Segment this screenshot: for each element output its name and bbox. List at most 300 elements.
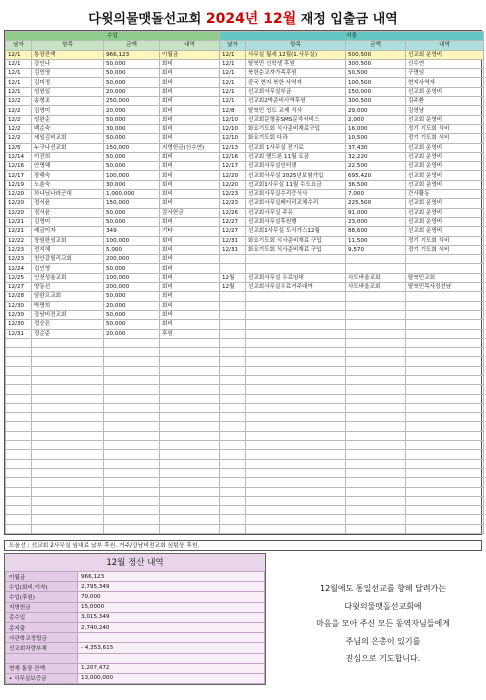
empty-cell — [160, 487, 220, 496]
empty-cell — [346, 422, 406, 431]
empty-cell — [160, 394, 220, 403]
cell-income-item: 누구나선교회 — [32, 143, 104, 152]
empty-cell — [220, 375, 246, 384]
cell-expense-item — [246, 255, 346, 264]
cell-income-note: 감사헌금 — [160, 208, 220, 217]
cell-income-date: 12/30 — [6, 301, 32, 310]
cell-income-amount: 50,000 — [104, 78, 160, 87]
empty-cell — [246, 487, 346, 496]
empty-cell — [406, 403, 484, 412]
empty-cell — [246, 403, 346, 412]
cell-income-amount: 50,000 — [104, 320, 160, 329]
cell-expense-note: 선교회 운영비 — [406, 199, 484, 208]
empty-cell — [160, 375, 220, 384]
cell-expense-note — [406, 292, 484, 301]
empty-cell — [104, 403, 160, 412]
empty-cell — [406, 468, 484, 477]
empty-cell — [346, 413, 406, 422]
empty-cell — [220, 385, 246, 394]
cell-income-note: 회비 — [160, 292, 220, 301]
empty-cell — [104, 394, 160, 403]
cell-expense-item: 탈북민 성도 교제 식사 — [246, 106, 346, 115]
empty-cell — [32, 403, 104, 412]
empty-cell — [6, 515, 32, 524]
empty-cell — [346, 487, 406, 496]
cell-income-date: 12/2 — [6, 97, 32, 106]
summary-row — [6, 602, 265, 612]
cell-expense-amount — [346, 301, 406, 310]
empty-cell — [220, 413, 246, 422]
cell-income-amount: 50,000 — [104, 69, 160, 78]
empty-cell — [32, 357, 104, 366]
empty-cell — [220, 524, 246, 533]
table-row-empty — [6, 385, 484, 394]
cell-income-amount: 30,000 — [104, 180, 160, 189]
cell-income-amount: 50,000 — [104, 152, 160, 161]
table-row — [6, 273, 484, 282]
empty-cell — [406, 487, 484, 496]
cell-expense-date: 12/10 — [220, 134, 246, 143]
summary-value — [78, 653, 265, 663]
empty-cell — [246, 357, 346, 366]
empty-cell — [346, 524, 406, 533]
cell-income-date: 12/21 — [6, 227, 32, 236]
table-row-empty — [6, 338, 484, 347]
expense-header: 지출 — [220, 32, 484, 41]
cell-income-note: 지명헌금(신수연) — [160, 143, 220, 152]
cell-income-note: 기타 — [160, 227, 220, 236]
cell-expense-note — [406, 301, 484, 310]
cell-expense-note: 선교회 운영비 — [406, 50, 484, 59]
cell-income-note: 회비 — [160, 115, 220, 124]
table-row — [6, 171, 484, 180]
cell-income-note: 회비 — [160, 171, 220, 180]
empty-cell — [6, 366, 32, 375]
empty-cell — [220, 506, 246, 515]
empty-cell — [104, 515, 160, 524]
summary-label: 선교회차량부채 — [6, 643, 78, 653]
summary-row — [6, 643, 265, 653]
cell-income-item: 김인영 — [32, 264, 104, 273]
summary-row — [6, 582, 265, 592]
message-line: 12월에도 통일선교를 향해 달려가는 — [320, 584, 446, 593]
title-period: 2024년 12월 — [205, 11, 297, 27]
empty-cell — [104, 468, 160, 477]
table-row — [6, 59, 484, 68]
cell-income-date: 12/31 — [6, 329, 32, 338]
empty-cell — [406, 422, 484, 431]
table-row — [6, 320, 484, 329]
table-row — [6, 124, 484, 133]
cell-income-note: 회비 — [160, 320, 220, 329]
empty-cell — [246, 431, 346, 440]
cell-expense-note: 선교회 운영비 — [406, 208, 484, 217]
empty-cell — [346, 468, 406, 477]
empty-cell — [220, 459, 246, 468]
cell-income-item: 전지혜 — [32, 245, 104, 254]
cell-expense-amount: 10,500 — [346, 134, 406, 143]
empty-cell — [6, 403, 32, 412]
cell-expense-amount: 300,500 — [346, 59, 406, 68]
summary-value — [78, 633, 265, 643]
message-line: 진심으로 기도합니다. — [345, 654, 421, 663]
cell-income-date: 12/30 — [6, 310, 32, 319]
empty-cell — [246, 478, 346, 487]
cell-expense-amount: 91,000 — [346, 208, 406, 217]
cell-income-date: 12/2 — [6, 124, 32, 133]
cell-income-item: 김영미 — [32, 106, 104, 115]
cell-expense-note — [406, 329, 484, 338]
empty-cell — [406, 357, 484, 366]
empty-cell — [6, 394, 32, 403]
cell-income-amount: 20,000 — [104, 106, 160, 115]
cell-income-note: 회비 — [160, 78, 220, 87]
empty-cell — [104, 441, 160, 450]
empty-cell — [6, 338, 32, 347]
empty-cell — [406, 441, 484, 450]
empty-cell — [346, 450, 406, 459]
cell-expense-item: 중국 현지 북한 사역자 — [246, 78, 346, 87]
cell-expense-amount: 695,420 — [346, 171, 406, 180]
empty-cell — [104, 375, 160, 384]
cell-expense-amount — [346, 292, 406, 301]
empty-cell — [220, 348, 246, 357]
cell-expense-item: 선교회사무실 주유 — [246, 208, 346, 217]
cell-income-note: 회비 — [160, 273, 220, 282]
cell-expense-amount: 37,430 — [346, 143, 406, 152]
empty-cell — [32, 506, 104, 515]
table-row — [6, 87, 484, 96]
empty-cell — [6, 422, 32, 431]
cell-expense-note: 선교회 운영비 — [406, 180, 484, 189]
table-row-empty — [6, 459, 484, 468]
empty-cell — [160, 524, 220, 533]
cell-income-amount: 50,000 — [104, 217, 160, 226]
empty-cell — [32, 478, 104, 487]
empty-cell — [346, 403, 406, 412]
summary-label: 수입(후원) — [6, 592, 78, 602]
table-row-empty — [6, 431, 484, 440]
cell-expense-note: 선교회 운영비 — [406, 87, 484, 96]
summary-label: • 사무실보증금 — [6, 673, 78, 683]
cell-income-amount: 200,000 — [104, 283, 160, 292]
empty-cell — [406, 478, 484, 487]
cell-expense-note: 탈북민교회 — [406, 273, 484, 282]
empty-cell — [6, 413, 32, 422]
empty-cell — [6, 478, 32, 487]
table-row — [6, 152, 484, 161]
cell-expense-date — [220, 320, 246, 329]
table-row — [6, 190, 484, 199]
cell-expense-amount: 32,220 — [346, 152, 406, 161]
empty-cell — [246, 413, 346, 422]
cell-expense-note — [406, 264, 484, 273]
empty-cell — [346, 496, 406, 505]
table-row — [6, 180, 484, 189]
cell-income-item: 천안갈릴리교회 — [32, 255, 104, 264]
table-row — [6, 217, 484, 226]
cell-income-amount: 50,000 — [104, 59, 160, 68]
cell-income-amount: 20,000 — [104, 301, 160, 310]
cell-expense-item: 선교회문형송SMS문자서비스 — [246, 115, 346, 124]
table-row — [6, 50, 484, 59]
empty-cell — [32, 515, 104, 524]
table-row — [6, 236, 484, 245]
cell-income-note: 회비 — [160, 69, 220, 78]
empty-cell — [160, 385, 220, 394]
empty-cell — [160, 515, 220, 524]
empty-cell — [6, 385, 32, 394]
table-row-empty — [6, 515, 484, 524]
table-row-empty — [6, 487, 484, 496]
cell-expense-item — [246, 264, 346, 273]
cell-income-date: 12/20 — [6, 199, 32, 208]
cell-income-date: 12/24 — [6, 264, 32, 273]
cell-expense-item: 선교회1사무실 11월 수도요금 — [246, 180, 346, 189]
cell-income-item: 인천성율교회 — [32, 273, 104, 282]
cell-expense-date: 12/1 — [220, 50, 246, 59]
cell-expense-item — [246, 310, 346, 319]
cell-income-amount: 50,000 — [104, 115, 160, 124]
summary-row — [6, 633, 265, 643]
cell-income-note: 회비 — [160, 245, 220, 254]
cell-expense-note: 선교회 운영비 — [406, 171, 484, 180]
table-row-empty — [6, 375, 484, 384]
cell-expense-date — [220, 255, 246, 264]
cell-expense-date: 12/27 — [220, 217, 246, 226]
summary-value: 70,000 — [78, 592, 265, 602]
cell-expense-amount: 11,500 — [346, 236, 406, 245]
table-row — [6, 69, 484, 78]
empty-cell — [160, 478, 220, 487]
cell-income-item: 성원일 — [32, 87, 104, 96]
empty-cell — [104, 431, 160, 440]
cell-expense-date: 12/1 — [220, 87, 246, 96]
cell-income-amount: 50,000 — [104, 134, 160, 143]
table-row — [6, 283, 484, 292]
cell-income-amount: 200,000 — [104, 255, 160, 264]
cell-expense-date: 12/26 — [220, 208, 246, 217]
cell-income-item: 통장잔액 — [32, 50, 104, 59]
empty-cell — [32, 348, 104, 357]
cell-expense-item — [246, 329, 346, 338]
cell-expense-note: 신수연 — [406, 59, 484, 68]
table-row — [6, 292, 484, 301]
table-row-empty — [6, 478, 484, 487]
cell-expense-note: 정기 기도회 식비 — [406, 134, 484, 143]
empty-cell — [246, 468, 346, 477]
cell-expense-amount: 22,500 — [346, 162, 406, 171]
cell-income-note: 회비 — [160, 217, 220, 226]
empty-cell — [104, 487, 160, 496]
cell-income-amount: 1,000,000 — [104, 190, 160, 199]
cell-expense-item: 선교회사무실 2025년보험가입 — [246, 171, 346, 180]
cell-income-item: 김미정 — [32, 78, 104, 87]
cell-income-date: 12/23 — [6, 255, 32, 264]
cell-income-item: 정승은 — [32, 320, 104, 329]
table-row — [6, 106, 484, 115]
table-row-empty — [6, 468, 484, 477]
thank-you-message — [288, 580, 478, 668]
empty-cell — [104, 496, 160, 505]
cell-expense-item: 화요기도회 식사준비재료구입 — [246, 124, 346, 133]
cell-expense-note: 정기 기도회 식비 — [406, 124, 484, 133]
empty-cell — [32, 441, 104, 450]
cell-expense-amount: 300,500 — [346, 97, 406, 106]
summary-value: 2,740,240 — [78, 622, 265, 632]
cell-expense-amount — [346, 310, 406, 319]
empty-cell — [6, 496, 32, 505]
summary-label: 현재 통장 잔액 — [6, 663, 78, 673]
table-row-empty — [6, 348, 484, 357]
cell-income-item: 강인나 — [32, 59, 104, 68]
cell-income-item: 백순숙 — [32, 124, 104, 133]
table-row-empty — [6, 496, 484, 505]
summary-row — [6, 612, 265, 622]
cell-expense-amount: 2,000 — [346, 115, 406, 124]
cell-income-date: 12/20 — [6, 190, 32, 199]
message-line: 마음을 모아 주신 모든 동역자님들에게 — [316, 619, 450, 628]
empty-cell — [6, 348, 32, 357]
cell-income-item: 양동선 — [32, 283, 104, 292]
cell-expense-amount: 29,000 — [346, 106, 406, 115]
cell-income-item: 장해숙 — [32, 171, 104, 180]
cell-income-amount: 966,123 — [104, 50, 160, 59]
empty-cell — [406, 459, 484, 468]
summary-row — [6, 673, 265, 683]
table-row — [6, 134, 484, 143]
empty-cell — [406, 338, 484, 347]
empty-cell — [32, 450, 104, 459]
cell-income-note: 회비 — [160, 255, 220, 264]
cell-income-note: 회비 — [160, 180, 220, 189]
empty-cell — [220, 357, 246, 366]
empty-cell — [104, 338, 160, 347]
empty-cell — [32, 468, 104, 477]
cell-expense-item: 선교회1사무실 도시가스12월 — [246, 227, 346, 236]
cell-expense-date: 12/1 — [220, 97, 246, 106]
empty-cell — [160, 357, 220, 366]
cell-income-note: 회비 — [160, 283, 220, 292]
col-income-amount: 금액 — [104, 41, 160, 50]
table-row — [6, 301, 484, 310]
cell-income-item: 김영미 — [32, 217, 104, 226]
col-expense-date: 날자 — [220, 41, 246, 50]
cell-expense-date: 12/20 — [220, 180, 246, 189]
cell-expense-note: 선교회 운영비 — [406, 217, 484, 226]
cell-income-item: 하나님나라군대 — [32, 190, 104, 199]
empty-cell — [32, 487, 104, 496]
summary-value: 1,207,472 — [78, 663, 265, 673]
cell-income-amount: 349 — [104, 227, 160, 236]
cell-expense-amount — [346, 329, 406, 338]
empty-cell — [104, 385, 160, 394]
title-suffix: 재정 입출금 내역 — [300, 12, 398, 27]
empty-cell — [246, 366, 346, 375]
cell-expense-item: 화요기도회 다과 — [246, 134, 346, 143]
empty-cell — [32, 385, 104, 394]
cell-income-date: 12/2 — [6, 134, 32, 143]
cell-expense-date: 12/13 — [220, 143, 246, 152]
empty-cell — [246, 348, 346, 357]
cell-income-date: 12/28 — [6, 292, 32, 301]
cell-income-amount: 100,000 — [104, 171, 160, 180]
cell-income-item: 김민영 — [32, 69, 104, 78]
empty-cell — [160, 468, 220, 477]
cell-expense-date — [220, 264, 246, 273]
cell-expense-date — [220, 329, 246, 338]
summary-label: 총수입 — [6, 612, 78, 622]
cell-income-date: 12/27 — [6, 283, 32, 292]
table-row-empty — [6, 506, 484, 515]
cell-expense-note: 탈북민목사정선남 — [406, 283, 484, 292]
cell-income-amount: 50,000 — [104, 292, 160, 301]
empty-cell — [246, 524, 346, 533]
document-title — [0, 8, 486, 28]
empty-cell — [6, 506, 32, 515]
cell-expense-item: 화요기도회 식사준비재료 구입 — [246, 236, 346, 245]
cell-expense-item: 선교회사무실베터리교체수리 — [246, 199, 346, 208]
cell-expense-note: 간사활동 — [406, 190, 484, 199]
empty-cell — [346, 394, 406, 403]
cell-income-note: 회비 — [160, 190, 220, 199]
title-org: 다윗의물맷돌선교회 — [88, 12, 202, 27]
empty-cell — [406, 394, 484, 403]
summary-value: 3,015,349 — [78, 612, 265, 622]
cell-expense-item: 선교회사무실부금 — [246, 87, 346, 96]
empty-cell — [220, 478, 246, 487]
cell-income-date: 12/14 — [6, 152, 32, 161]
ledger-grid — [5, 31, 484, 534]
empty-cell — [6, 450, 32, 459]
cell-expense-date: 12/8 — [220, 106, 246, 115]
cell-expense-item — [246, 301, 346, 310]
table-row-empty — [6, 422, 484, 431]
empty-cell — [32, 375, 104, 384]
empty-cell — [246, 496, 346, 505]
summary-label: 사관학교정립금 — [6, 633, 78, 643]
empty-cell — [220, 487, 246, 496]
cell-expense-note: 구명임 — [406, 69, 484, 78]
cell-expense-note: 선교회 운영비 — [406, 162, 484, 171]
cell-expense-date: 12/31 — [220, 245, 246, 254]
empty-cell — [104, 459, 160, 468]
table-row — [6, 310, 484, 319]
empty-cell — [104, 357, 160, 366]
table-row-empty — [6, 413, 484, 422]
summary-label: 수입(회비,이자) — [6, 582, 78, 592]
empty-cell — [104, 478, 160, 487]
cell-expense-amount — [346, 255, 406, 264]
cell-income-note: 회비 — [160, 264, 220, 273]
cell-income-note: 회비 — [160, 162, 220, 171]
table-row — [6, 264, 484, 273]
cell-income-item: 정서윤 — [32, 208, 104, 217]
cell-income-date: 12/16 — [6, 162, 32, 171]
summary-label: 총지출 — [6, 622, 78, 632]
cell-income-date: 12/17 — [6, 171, 32, 180]
cell-income-item: 담완프교회 — [32, 292, 104, 301]
empty-cell — [346, 385, 406, 394]
cell-income-note: 회비 — [160, 310, 220, 319]
cell-expense-date: 12/10 — [220, 115, 246, 124]
empty-cell — [406, 348, 484, 357]
cell-expense-note — [406, 255, 484, 264]
cell-income-item: 성완순 — [32, 115, 104, 124]
cell-expense-amount — [346, 264, 406, 273]
cell-expense-item: 선교회 핸드폰 11월 요금 — [246, 152, 346, 161]
summary-row — [6, 653, 265, 663]
